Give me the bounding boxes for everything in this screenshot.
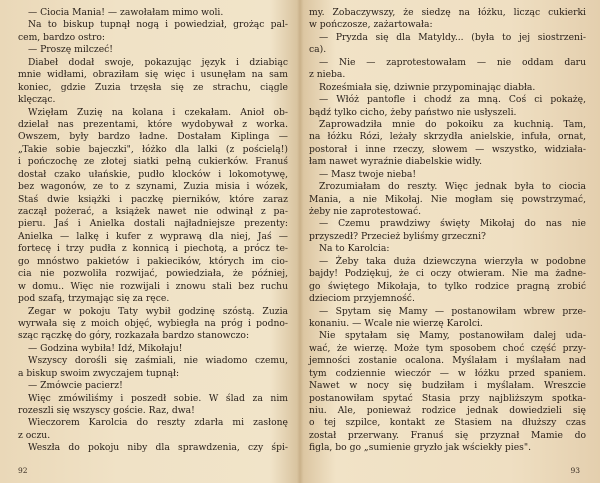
text-line: — Czemu prawdziwy święty Mikołaj do nas nie [319, 218, 586, 230]
text-line: i pończochę ze złotej siatki pełną cukierków. Franuś [18, 156, 288, 168]
right-page-number: 93 [570, 466, 580, 475]
text-line: go świętego Mikołaja, to tylko rodzice pragną zrobić [309, 280, 586, 292]
text-line: tym codziennie wieczór — w łóżku przed spaniem. [309, 367, 586, 379]
text-line: wyrwała się z moich objęć, wybiegła na próg i podno- [18, 317, 288, 329]
text-line: został przerwany. Franuś się przyznał Mamie do [309, 429, 586, 441]
text-line: Owszem, były bardzo ładne. Dostałam Kiplinga — [18, 131, 288, 143]
text-line: łam nawet wyraźnie diabelskie widły. [309, 156, 483, 168]
text-line: jemności zostanie ocalona. Myślałam i myślałam nad [309, 355, 586, 367]
text-line: a biskup swoim zwyczajem tupnął: [18, 367, 180, 379]
text-line: Zegar w pokoju Taty wybił godzinę szóstą. Zuzia [28, 305, 288, 317]
text-line: — Zmówcie pacierz! [28, 380, 123, 392]
text-line: Mania, a nie Mikołaj. Nie mogłam się powstrzymać, [309, 193, 586, 205]
text-line: niu. Ale, ponieważ rodzice jednak dowiedzieli się [309, 405, 586, 416]
text-line: cia nie pozwoliła rozwijać, powiedziała, że później, [18, 268, 288, 280]
text-line: — Nie — zaprotestowałam — nie oddam daru [319, 56, 586, 68]
right-page [309, 7, 586, 477]
text-line: Roześmiała się, dziwnie przypominając diabła. [319, 81, 536, 93]
text-line: — Żeby taka duża dziewczyna wierzyła w podobne [319, 255, 586, 267]
text-line: zaczął pożerać, a książek nawet nie odwinął z pa- [18, 206, 288, 217]
text-line: o tej szpilce, kontakt ze Stasiem na dłuższy czas [309, 417, 586, 429]
text-line: koniec, gdzie Zuzia trzęsła się ze strachu, ciągle [18, 81, 288, 93]
text-line: z oczu. [18, 429, 51, 441]
text-line: pod szafą, trzymając się za ręce. [18, 293, 170, 305]
text-line: go mnóstwo pakietów i pakiecików, których im cio- [18, 255, 288, 267]
text-line: żeby nie zaprotestować. [309, 206, 422, 217]
text-line: sząc rączkę do góry, rozkazała bardzo stanowczo: [18, 330, 250, 342]
text-line: — Godzina wybiła! Idź, Mikołaju! [28, 342, 183, 354]
text-line: Diabeł dodał swoje, pokazując język i dziabiąc [28, 56, 288, 68]
text-line: bajdy! Podziękuj, że ci oczy otwieram. Nie ma żadne- [309, 268, 586, 280]
left-page [18, 7, 288, 477]
text-line: Na to biskup tupnął nogą i powiedział, grożąc pal- [28, 19, 288, 31]
text-line: z nieba. [309, 69, 346, 81]
left-page-text [18, 7, 288, 454]
text-line: — Masz twoje nieba! [319, 168, 417, 180]
text-line: Wszyscy dorośli się zaśmiali, nie wiadomo czemu, [28, 355, 288, 367]
text-line: pieru. Jaś i Anielka dostali najładniejsze prezenty: [18, 218, 288, 230]
text-line: postanowiłam spytać Stasia przy najbliższym spotka- [309, 392, 586, 404]
text-line: — Spytam się Mamy — postanowiłam wbrew prze- [319, 305, 586, 317]
text-line: dzieciom przyjemność. [309, 293, 415, 305]
text-line: Wieczorem Karolcia do reszty zdarła mi zasłonę [28, 417, 288, 429]
right-page-text [309, 7, 586, 454]
text-line: w pończosze, zażartowała: [309, 19, 433, 31]
text-line: klęcząc. [18, 94, 56, 106]
text-line: konaniu. — Wcale nie wierzę Karolci. [309, 317, 483, 329]
text-line: — Ciocia Mania! — zawołałam mimo woli. [28, 7, 224, 18]
text-line: Nie spytałam się Mamy, postanowiłam dalej uda- [319, 330, 586, 342]
text-line: — Proszę milczeć! [28, 44, 113, 56]
text-line: „Takie sobie bajeczki", łóżko dla lalki (z pościelą!) [18, 143, 288, 155]
text-line: ca). [309, 44, 327, 56]
text-line: dostał czako ułańskie, pudło klocków i lokomotywę, [18, 168, 288, 180]
text-line: my. Zobaczywszy, że siedzę na łóżku, licząc cukierki [309, 7, 586, 18]
text-line: w domu.. Więc nie rozwijali i znowu stali bez ruchu [18, 280, 288, 292]
text-line: — Pryzda się dla Matyldy... (była to jej siostrzeni- [319, 31, 586, 43]
text-line: postorał i inne rzeczy, słowem — wszystko, widziała- [309, 143, 586, 155]
text-line: Weszła do pokoju niby dla sprawdzenia, czy śpi- [28, 442, 288, 454]
text-line: przyszedł? Przecież byliśmy grzeczni? [309, 230, 486, 242]
text-line: mnie widłami, obraziłam się więc i usunęłam na sam [18, 69, 288, 81]
text-line: Nawet w nocy się budziłam i myślałam. Wreszcie [309, 380, 586, 392]
text-line: Na to Karolcia: [319, 243, 390, 255]
text-line: Staś dwie książki i paczkę pierników, które zaraz [18, 193, 288, 205]
text-line: Anielka — lalkę i kufer z wyprawą dla niej, Jaś — [18, 230, 288, 242]
text-line: figla, bo go „sumienie gryzło jak wściekły pies". [309, 442, 532, 454]
left-page-number: 92 [18, 466, 28, 475]
text-line: Zaprowadziła mnie do pokoiku za kuchnią. Tam, [319, 118, 586, 130]
text-line: cem, bardzo ostro: [18, 31, 106, 43]
text-line: dzielał nas prezentami, które wydobywał z worka. [18, 118, 288, 130]
text-line: Więc zmówiliśmy i poszedł sobie. W ślad za nim [28, 392, 288, 404]
text-line: na łóżku Rózi, leżały skrzydła anielskie, infuła, ornat, [309, 131, 586, 143]
text-line: bez wagonów, ze to z szynami, Zuzia misia i wózek, [18, 181, 288, 193]
text-line: Zrozumiałam do reszty. Więc jednak była to ciocia [319, 181, 586, 193]
text-line: wać, że wierzę. Może tym sposobem choć część przy- [309, 342, 586, 354]
text-line: — Włóż pantofle i chodź za mną. Coś ci pokażę, [319, 94, 586, 106]
text-line: fortecę i trzy pudła z konnicą i piechotą, a prócz te- [18, 243, 288, 255]
text-line: bądź tylko cicho, żeby państwo nie usłyszeli. [309, 106, 517, 118]
text-line: rozeszli się wszyscy goście. Raz, dwa! [18, 405, 195, 416]
text-line: Wzięłam Zuzię na kolana i czekałam. Anioł ob- [28, 106, 288, 118]
